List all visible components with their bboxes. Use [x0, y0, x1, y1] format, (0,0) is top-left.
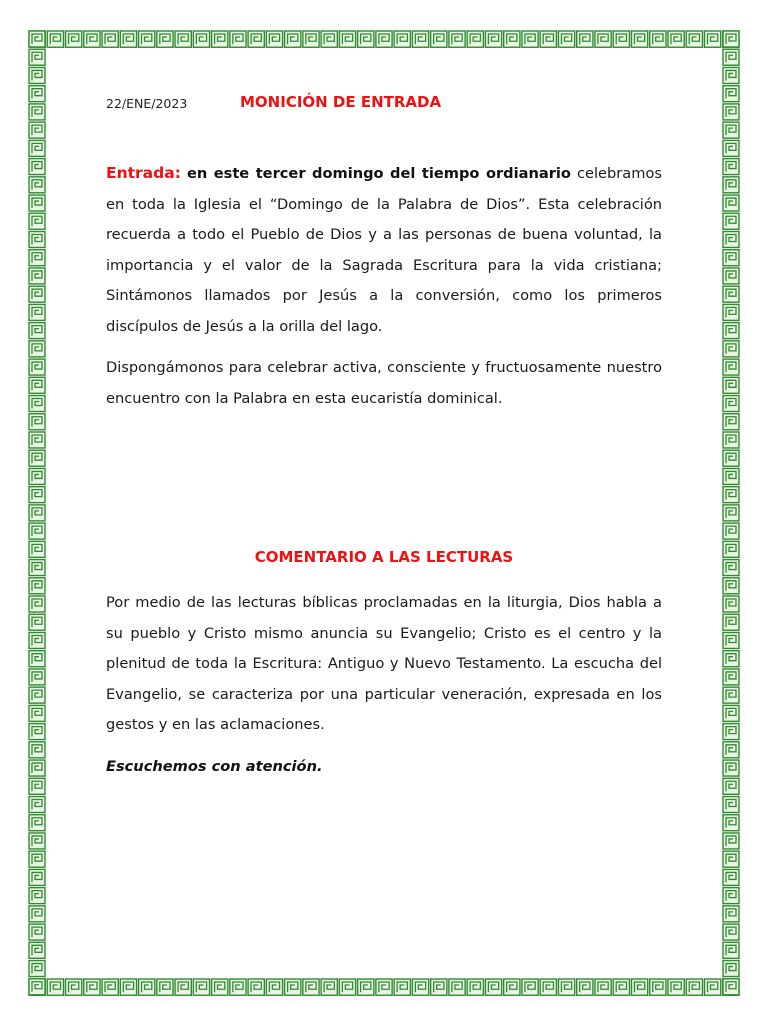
section-title: COMENTARIO A LAS LECTURAS: [254, 548, 514, 566]
greek-key-border-icon: [722, 30, 740, 996]
invitation-paragraph: Dispongámonos para celebrar activa, consciente y fructuosamente nuestro encuentro con la Palabra en esta eucaristía dominical.: [106, 359, 662, 407]
closing-line: Escuchemos con atención.: [106, 758, 323, 775]
entrada-bold-text: en este tercer domingo del tiempo ordianario: [186, 165, 571, 182]
comentario-paragraph: Por medio de las lecturas bíblicas proclamadas en la liturgia, Dios habla a su pueblo y Cristo mismo anuncia su Evangelio; Cristo es el centro y la plenitud de toda la Escritura: Antiguo y Nuevo Testamento. La escucha del Evangelio, se caracteriza por una particular veneración, expresada en los gestos y en las aclamaciones.: [106, 594, 662, 733]
greek-key-border-icon: [28, 30, 46, 996]
page-title: MONICIÓN DE ENTRADA: [240, 93, 442, 111]
date-label: 22/ENE/2023: [106, 96, 188, 111]
entrada-paragraph: [106, 158, 662, 342]
greek-key-border-icon: [28, 978, 740, 996]
entrada-text: celebramos en toda la Iglesia el “Domingo de la Palabra de Dios”. Esta celebración recuerda a todo el Pueblo de Dios y a las personas de buena voluntad, la importancia y el valor de la Sagrada Escritura para la vida cristiana; Sintámonos llamados por Jesús a la conversión, como los primeros discípulos de Jesús a la orilla del lago.: [106, 165, 662, 335]
greek-key-border-icon: [28, 30, 740, 48]
entrada-lead: Entrada:: [106, 164, 181, 182]
